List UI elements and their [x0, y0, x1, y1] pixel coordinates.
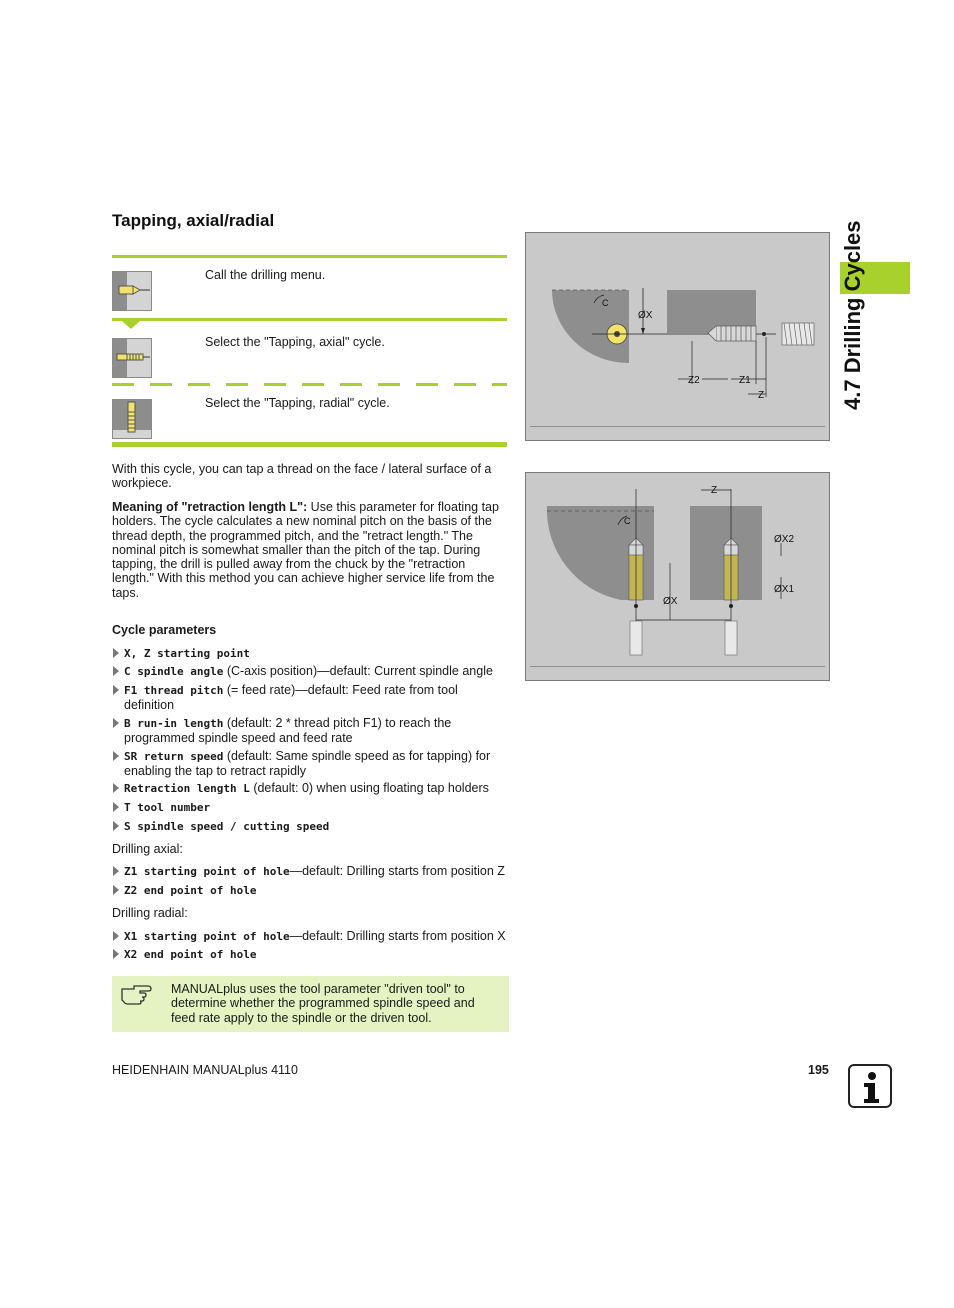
bullet-triangle-icon [113, 821, 119, 831]
svg-text:ØX2: ØX2 [774, 534, 795, 545]
note-text: MANUALplus uses the tool parameter "driven tool" to determine whether the programmed spindle speed and feed rate apply to the spindle or the driven tool. [171, 982, 475, 1025]
param-item: S spindle speed / cutting speed [112, 819, 510, 834]
svg-text:ØX: ØX [663, 596, 678, 607]
svg-text:C: C [602, 298, 609, 308]
bullet-triangle-icon [113, 931, 119, 941]
step-divider-dashed [112, 383, 507, 386]
svg-text:ØX1: ØX1 [774, 584, 795, 595]
param-item: X, Z starting point [112, 646, 510, 661]
drilling-menu-icon [112, 271, 152, 311]
param-item: T tool number [112, 800, 510, 815]
bullet-triangle-icon [113, 802, 119, 812]
bullet-triangle-icon [113, 718, 119, 728]
svg-text:Z2: Z2 [688, 375, 700, 386]
param-item: C spindle angle (C-axis position)—default: Current spindle angle [112, 664, 510, 679]
param-item: Z1 starting point of hole—default: Drilling starts from position Z [112, 864, 510, 879]
param-item: X1 starting point of hole—default: Drilling starts from position X [112, 929, 510, 944]
step-2-text: Select the "Tapping, axial" cycle. [205, 335, 385, 349]
bullet-triangle-icon [113, 648, 119, 658]
page-number: 195 [808, 1063, 829, 1077]
svg-text:Z1: Z1 [739, 375, 751, 386]
info-icon [848, 1064, 892, 1108]
param-item: SR return speed (default: Same spindle speed as for tapping) for enabling the tap to retract rapidly [112, 749, 510, 778]
step-divider-1 [112, 318, 507, 321]
pointing-hand-icon [120, 983, 152, 1005]
note-box [112, 976, 509, 1032]
tapping-radial-icon [112, 399, 152, 439]
svg-text:Z: Z [711, 485, 718, 496]
meaning-paragraph [112, 500, 508, 600]
bullet-triangle-icon [113, 949, 119, 959]
section-title: Tapping, axial/radial [112, 211, 275, 230]
figure-tapping-radial [525, 472, 830, 681]
figure-divider [530, 426, 825, 427]
figure-divider [530, 666, 825, 667]
step-table-bottom-rule [112, 442, 507, 447]
drilling-axial-label: Drilling axial: [112, 842, 183, 856]
bullet-triangle-icon [113, 685, 119, 695]
step-1-text: Call the drilling menu. [205, 268, 326, 282]
tapping-axial-icon [112, 338, 152, 378]
step-table-top-rule [112, 255, 507, 258]
chapter-title: 4.7 Drilling Cycles [840, 220, 865, 410]
meaning-text: Use this parameter for floating tap holders. The cycle calculates a new nominal pitch on the basis of the thread depth, the programmed pitch, and the "retract length." The nominal pitch is somewhat smaller than the pitch of the tap. During tapping, the drill is pulled away from the chuck by the "retraction length." With this method you can achieve higher service life from the taps. [112, 500, 499, 600]
bullet-triangle-icon [113, 866, 119, 876]
bullet-triangle-icon [113, 783, 119, 793]
intro-paragraph: With this cycle, you can tap a thread on the face / lateral surface of a workpiece. [112, 462, 492, 491]
figure-tapping-axial [525, 232, 830, 441]
bullet-triangle-icon [113, 666, 119, 676]
svg-text:ØX: ØX [638, 310, 653, 321]
down-arrow-icon [122, 321, 140, 329]
footer-title: HEIDENHAIN MANUALplus 4110 [112, 1063, 298, 1077]
cycle-parameters-title: Cycle parameters [112, 623, 217, 637]
bullet-triangle-icon [113, 751, 119, 761]
meaning-label: Meaning of "retraction length L": [112, 500, 308, 514]
param-item: Z2 end point of hole [112, 883, 510, 898]
svg-text:Z: Z [758, 390, 765, 401]
param-item: X2 end point of hole [112, 947, 510, 962]
param-item: Retraction length L (default: 0) when using floating tap holders [112, 781, 510, 796]
svg-text:C: C [624, 516, 631, 526]
drilling-radial-label: Drilling radial: [112, 906, 188, 920]
param-item: F1 thread pitch (= feed rate)—default: Feed rate from tool definition [112, 683, 510, 712]
bullet-triangle-icon [113, 885, 119, 895]
param-item: B run-in length (default: 2 * thread pitch F1) to reach the programmed spindle speed and feed rate [112, 716, 510, 745]
step-3-text: Select the "Tapping, radial" cycle. [205, 396, 390, 410]
